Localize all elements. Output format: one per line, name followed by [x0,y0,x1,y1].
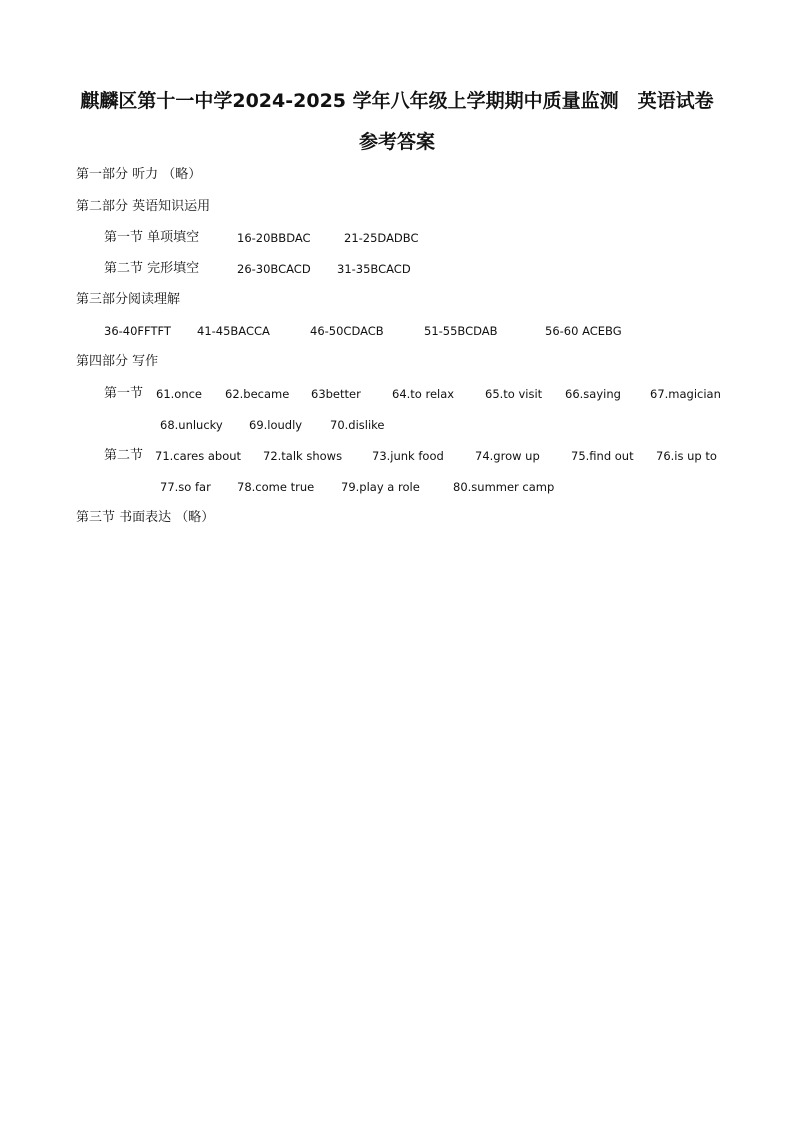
part3-answer-group: 56-60 ACEBG [545,324,622,338]
part4-sec1-row2 [104,415,504,435]
part4-answer: 67.magician [650,387,721,401]
part4-answer: 80.summer camp [453,480,555,494]
part3-heading: 第三部分阅读理解 [76,292,181,307]
part4-sec1-row1 [104,384,744,404]
part4-sec2-row1 [104,446,744,466]
part2-sec2 [104,259,411,279]
part2-sec1 [104,228,419,248]
part4-answer: 78.come true [237,480,315,494]
part4-heading: 第四部分 写作 [76,354,159,369]
part4-answer: 76.is up to [656,449,717,463]
part4-answer: 69.loudly [249,418,303,432]
part1-listening: 第一部分 听力 （略） [76,167,202,182]
part2-heading: 第二部分 英语知识运用 [76,199,211,214]
part4-answer: 71.cares about [155,449,242,463]
part4-answer: 74.grow up [475,449,540,463]
part4-answer: 73.junk food [372,449,444,463]
part4-sec1-label: 第一节 [104,386,144,401]
part4-answer: 79.play a role [341,480,420,494]
part3-answer-group: 41-45BACCA [197,324,270,338]
part4-answer: 62.became [225,387,290,401]
part4-answer: 75.find out [571,449,634,463]
part2-sec2-answers-a: 26-30BCACD [237,262,311,276]
part3-answer-group: 51-55BCDAB [424,324,498,338]
part4-answer: 65.to visit [485,387,543,401]
part4-answer: 68.unlucky [160,418,223,432]
document-subtitle: 参考答案 [358,131,435,153]
part4-answer: 61.once [156,387,203,401]
part3-answer-group: 36-40FFTFT [104,324,171,338]
part4-answer: 77.so far [160,480,211,494]
part4-answer: 66.saying [565,387,621,401]
part4-sec2-label: 第二节 [104,448,144,463]
part2-sec2-label: 第二节 完形填空 [104,261,200,276]
part4-answer: 70.dislike [330,418,385,432]
document-title: 麒麟区第十一中学2024-2025 学年八年级上学期期中质量监测 英语试卷 [80,90,714,112]
part4-sec2-row2 [104,477,624,497]
part2-sec1-answers-a: 16-20BBDAC [237,231,311,245]
part4-sec3-writing: 第三节 书面表达 （略） [76,510,215,525]
part2-sec1-answers-b: 21-25DADBC [344,231,419,245]
part2-sec1-label: 第一节 单项填空 [104,230,200,245]
part4-answer: 64.to relax [392,387,455,401]
part4-answer: 72.talk shows [263,449,343,463]
part2-sec2-answers-b: 31-35BCACD [337,262,411,276]
part3-answer-group: 46-50CDACB [310,324,384,338]
part4-answer: 63better [311,387,361,401]
